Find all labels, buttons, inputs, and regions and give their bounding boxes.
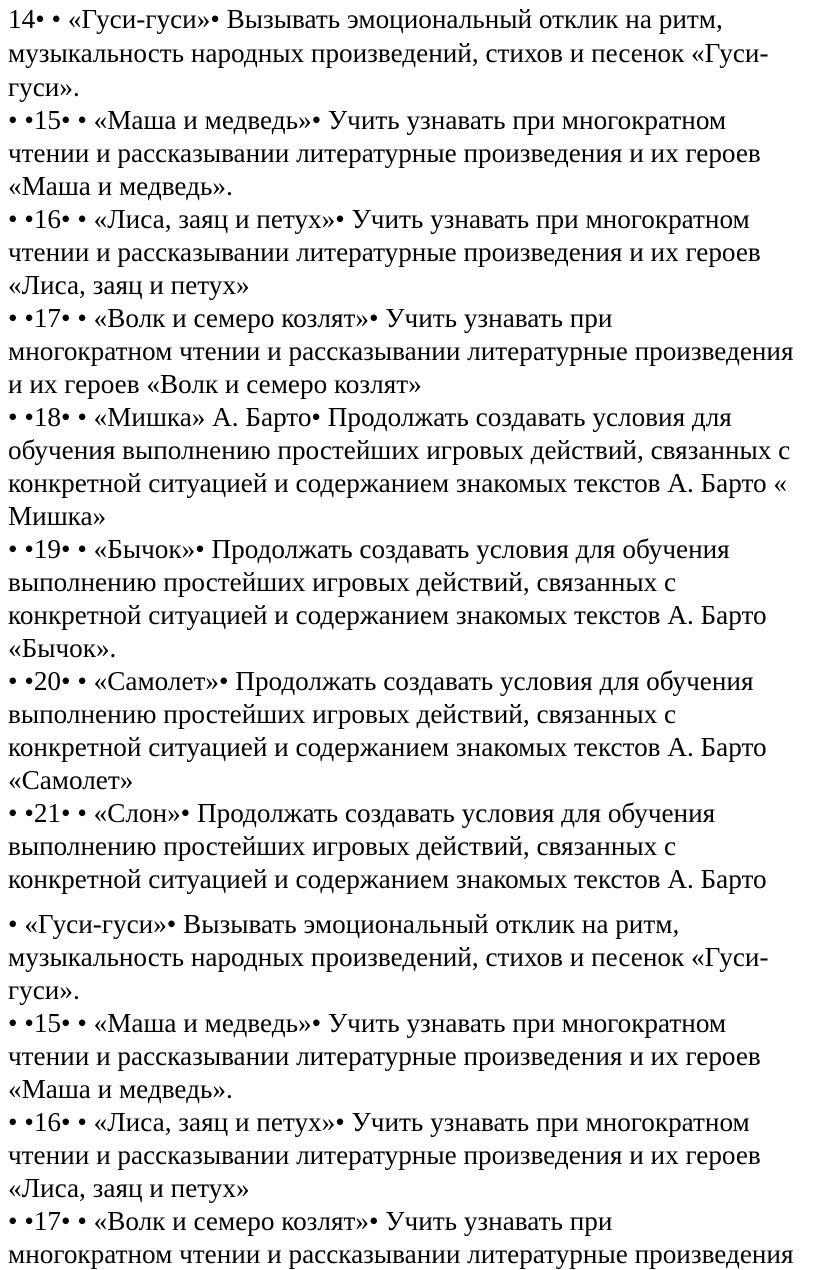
text-line: многократном чтении и рассказывании литературные произведения <box>8 1239 794 1269</box>
text-line: обучения выполнению простейших игровых действий, связанных с <box>8 435 791 465</box>
text-line: • •15• • «Маша и медведь»• Учить узнавать при многократном <box>8 1008 727 1038</box>
text-line: «Бычок». <box>8 633 117 663</box>
text-line: музыкальность народных произведений, стихов и песенок «Гуси- <box>8 942 769 972</box>
text-line: чтении и рассказывании литературные произведения и их героев <box>8 237 761 267</box>
text-line: конкретной ситуацией и содержанием знакомых текстов А. Барто <box>8 732 767 762</box>
text-line: 14• • «Гуси-гуси»• Вызывать эмоциональный отклик на ритм, <box>8 4 723 34</box>
text-line: «Маша и медведь». <box>8 171 233 201</box>
text-line: выполнению простейших игровых действий, связанных с <box>8 699 677 729</box>
text-line: • •19• • «Бычок»• Продолжать создавать условия для обучения <box>8 534 730 564</box>
text-line: гуси». <box>8 72 80 102</box>
text-line: Мишка» <box>8 501 107 531</box>
text-line: • «Гуси-гуси»• Вызывать эмоциональный отклик на ритм, <box>8 909 680 939</box>
text-line: • •17• • «Волк и семеро козлят»• Учить узнавать при <box>8 303 613 333</box>
text-line: чтении и рассказывании литературные произведения и их героев <box>8 1140 761 1170</box>
text-line: «Лиса, заяц и петух» <box>8 270 250 300</box>
text-line: выполнению простейших игровых действий, связанных с <box>8 831 677 861</box>
text-line: • •17• • «Волк и семеро козлят»• Учить узнавать при <box>8 1206 613 1236</box>
text-line: • •20• • «Самолет»• Продолжать создавать условия для обучения <box>8 666 754 696</box>
text-line: музыкальность народных произведений, стихов и песенок «Гуси- <box>8 38 769 68</box>
text-line: конкретной ситуацией и содержанием знакомых текстов А. Барто <box>8 864 767 894</box>
text-line: • •16• • «Лиса, заяц и петух»• Учить узнавать при многократном <box>8 1107 750 1137</box>
text-line: «Самолет» <box>8 765 134 795</box>
text-line: выполнению простейших игровых действий, связанных с <box>8 567 677 597</box>
text-line: «Маша и медведь». <box>8 1074 233 1104</box>
text-line: • •18• • «Мишка» А. Барто• Продолжать создавать условия для <box>8 402 732 432</box>
text-line: • •21• • «Слон»• Продолжать создавать условия для обучения <box>8 798 716 828</box>
text-line: конкретной ситуацией и содержанием знакомых текстов А. Барто <box>8 600 767 630</box>
text-line: и их героев «Волк и семеро козлят» <box>8 369 422 399</box>
text-line: гуси». <box>8 975 80 1005</box>
text-line: чтении и рассказывании литературные произведения и их героев <box>8 1041 761 1071</box>
text-line: «Лиса, заяц и петух» <box>8 1173 250 1203</box>
text-line: • •16• • «Лиса, заяц и петух»• Учить узнавать при многократном <box>8 204 750 234</box>
text-line: чтении и рассказывании литературные произведения и их героев <box>8 138 761 168</box>
text-line: конкретной ситуацией и содержанием знакомых текстов А. Барто « <box>8 468 787 498</box>
text-line: многократном чтении и рассказывании литературные произведения <box>8 336 794 366</box>
text-line: • •15• • «Маша и медведь»• Учить узнавать при многократном <box>8 105 727 135</box>
